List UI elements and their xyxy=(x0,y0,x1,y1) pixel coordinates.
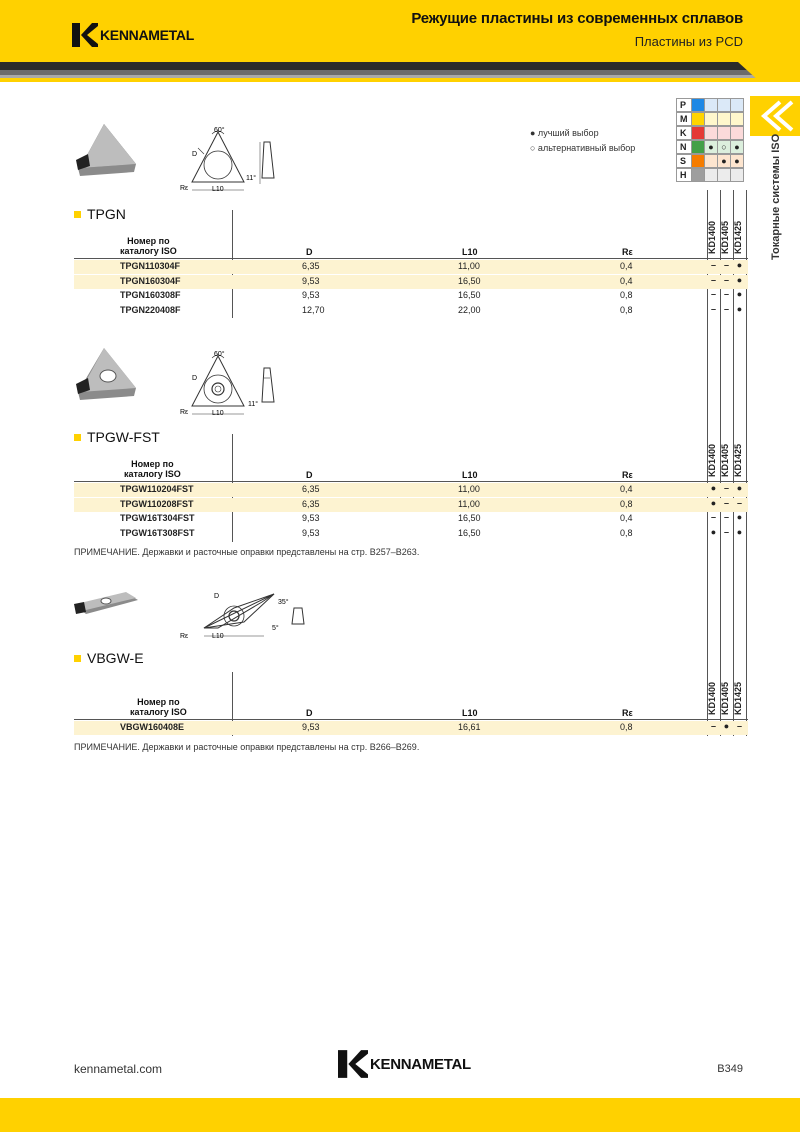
grade-mark-cell: ● xyxy=(723,721,730,731)
grade-label: KD1400 xyxy=(707,681,717,715)
table-row xyxy=(74,289,748,303)
grade-label: KD1400 xyxy=(707,220,717,254)
legend-best: ● лучший выбор xyxy=(530,128,599,138)
material-grade-mark: ● xyxy=(730,154,744,168)
drawing-label-d: D xyxy=(214,593,220,600)
l10-cell: 22,00 xyxy=(458,304,481,315)
catalog-number-cell: TPGN160304F xyxy=(120,275,181,286)
d-cell: 6,35 xyxy=(302,261,320,271)
material-row xyxy=(676,126,743,140)
material-row xyxy=(676,112,743,126)
material-grade-mark xyxy=(730,98,744,112)
grade-mark-cell: ● xyxy=(736,260,743,270)
grade-mark-cell: – xyxy=(723,289,729,299)
material-letter: K xyxy=(676,126,692,140)
kennametal-logo-icon xyxy=(72,23,98,47)
d-cell: 6,35 xyxy=(302,484,320,494)
vbgw-technical-drawing xyxy=(178,588,318,644)
material-grade-mark: ● xyxy=(730,140,744,154)
material-color-swatch xyxy=(691,112,705,126)
table-row xyxy=(74,527,748,541)
re-cell: 0,4 xyxy=(620,275,633,286)
material-color-swatch xyxy=(691,154,705,168)
grade-label: KD1400 xyxy=(707,443,717,477)
grade-mark-cell: ● xyxy=(736,512,743,522)
col-re: Rε xyxy=(622,247,633,257)
drawing-label-11: 11° xyxy=(248,401,259,408)
col-catalog: Номер по каталогу ISO xyxy=(130,697,187,717)
grade-mark-cell: – xyxy=(736,721,742,731)
brand-logo xyxy=(72,23,194,47)
table-row xyxy=(74,721,748,735)
material-grid xyxy=(676,98,743,182)
grade-label: KD1425 xyxy=(733,220,743,254)
side-tab-chevron-icon xyxy=(750,96,800,136)
l10-cell: 11,00 xyxy=(458,498,480,509)
catalog-number-cell: TPGW110204FST xyxy=(120,484,194,494)
page-title: Режущие пластины из современных сплавов xyxy=(411,10,743,27)
material-row xyxy=(676,154,743,168)
material-letter: N xyxy=(676,140,692,154)
d-cell: 9,53 xyxy=(302,722,320,732)
col-l10: L10 xyxy=(462,247,478,257)
re-cell: 0,4 xyxy=(620,261,633,271)
col-catalog: Номер по каталогу ISO xyxy=(120,236,177,256)
material-letter: M xyxy=(676,112,692,126)
material-grade-mark xyxy=(717,98,731,112)
page-number: B349 xyxy=(717,1063,743,1075)
l10-cell: 16,50 xyxy=(458,527,481,538)
grade-mark-cell: ● xyxy=(736,289,743,299)
section-title: TPGN xyxy=(74,206,126,222)
drawing-label-5: 5° xyxy=(272,625,279,632)
drawing-label-re: Rε xyxy=(180,185,189,192)
col-l10: L10 xyxy=(462,470,478,480)
table-header-rule xyxy=(74,719,748,720)
col-l10: L10 xyxy=(462,708,478,718)
material-grade-mark: ● xyxy=(704,140,718,154)
grade-mark-cell: ● xyxy=(736,274,743,285)
footer-brand-name: KENNAMETAL xyxy=(370,1055,471,1073)
legend-alternative: ○ альтернативный выбор xyxy=(530,143,636,153)
material-letter: S xyxy=(676,154,692,168)
material-grade-mark xyxy=(704,168,718,182)
grade-mark-cell: ● xyxy=(710,526,717,537)
d-cell: 6,35 xyxy=(302,498,320,509)
col-d: D xyxy=(306,470,313,480)
grade-mark-cell: ● xyxy=(736,526,743,537)
material-letter: P xyxy=(676,98,692,112)
legend xyxy=(530,126,635,156)
grade-mark-cell: – xyxy=(723,526,729,537)
re-cell: 0,4 xyxy=(620,513,633,523)
grade-mark-cell: – xyxy=(710,721,716,731)
grade-label: KD1425 xyxy=(733,681,743,715)
re-cell: 0,8 xyxy=(620,527,633,538)
grade-label: KD1405 xyxy=(720,681,730,715)
grade-mark-cell: – xyxy=(736,497,742,508)
table-header-rule xyxy=(74,481,748,482)
d-cell: 9,53 xyxy=(302,527,320,538)
material-grade-mark: ● xyxy=(717,154,731,168)
catalog-number-cell: TPGW16T308FST xyxy=(120,527,195,538)
material-grade-mark xyxy=(717,112,731,126)
tpgn-technical-drawing xyxy=(178,124,288,196)
drawing-label-60: 60° xyxy=(214,127,225,134)
side-section-label: Токарные системы ISO xyxy=(770,133,782,260)
grade-mark-cell: – xyxy=(723,483,729,493)
grade-label: KD1405 xyxy=(720,220,730,254)
material-grade-mark: ○ xyxy=(717,140,731,154)
grade-mark-cell: – xyxy=(723,512,729,522)
catalog-number-cell: VBGW160408E xyxy=(120,722,185,732)
l10-cell: 16,61 xyxy=(458,722,481,732)
grade-mark-cell: – xyxy=(710,512,716,522)
drawing-label-re: Rε xyxy=(180,409,189,416)
grade-mark-cell: ● xyxy=(710,497,717,508)
material-row xyxy=(676,140,743,154)
grade-mark-cell: ● xyxy=(736,483,743,493)
col-re: Rε xyxy=(622,470,633,480)
material-row xyxy=(676,168,743,182)
material-grade-mark xyxy=(704,112,718,126)
header-stripes xyxy=(0,62,800,82)
grade-mark-cell: – xyxy=(710,260,716,270)
l10-cell: 11,00 xyxy=(458,484,480,494)
catalog-number-cell: TPGN220408F xyxy=(120,304,181,315)
l10-cell: 16,50 xyxy=(458,290,481,300)
material-grade-mark xyxy=(730,168,744,182)
material-grade-mark xyxy=(704,98,718,112)
vbgw-insert-image xyxy=(72,592,142,622)
grade-mark-cell: – xyxy=(723,497,729,508)
tpgn-insert-image xyxy=(72,120,142,180)
grade-mark-cell: – xyxy=(723,274,729,285)
material-color-swatch xyxy=(691,140,705,154)
material-color-swatch xyxy=(691,98,705,112)
section-note: ПРИМЕЧАНИЕ. Державки и расточные оправки представлены на стр. B257–B263. xyxy=(74,547,420,557)
material-grade-mark xyxy=(704,126,718,140)
footer-brand-logo xyxy=(338,1050,471,1078)
col-re: Rε xyxy=(622,708,633,718)
drawing-label-l10: L10 xyxy=(212,410,224,417)
section-note: ПРИМЕЧАНИЕ. Державки и расточные оправки представлены на стр. B266–B269. xyxy=(74,742,420,752)
l10-cell: 16,50 xyxy=(458,513,481,523)
re-cell: 0,8 xyxy=(620,498,633,509)
material-grade-mark xyxy=(717,126,731,140)
l10-cell: 16,50 xyxy=(458,275,481,286)
catalog-number-cell: TPGN160308F xyxy=(120,290,181,300)
drawing-label-d: D xyxy=(192,375,198,382)
drawing-label-l10: L10 xyxy=(212,186,224,193)
page-subtitle: Пластины из PCD xyxy=(634,34,743,49)
drawing-label-l10: L10 xyxy=(212,633,224,640)
drawing-label-60: 60° xyxy=(214,351,225,358)
l10-cell: 11,00 xyxy=(458,261,480,271)
material-color-swatch xyxy=(691,168,705,182)
d-cell: 9,53 xyxy=(302,290,320,300)
grade-mark-cell: – xyxy=(723,260,729,270)
drawing-label-re: Rε xyxy=(180,633,189,640)
material-grade-mark xyxy=(730,112,744,126)
d-cell: 9,53 xyxy=(302,513,320,523)
drawing-label-35: 35° xyxy=(278,599,289,606)
material-grade-mark xyxy=(704,154,718,168)
grade-mark-cell: ● xyxy=(710,483,717,493)
footer-link[interactable]: kennametal.com xyxy=(74,1062,163,1076)
col-d: D xyxy=(306,708,313,718)
catalog-number-cell: TPGW16T304FST xyxy=(120,513,195,523)
re-cell: 0,8 xyxy=(620,722,633,732)
drawing-label-d: D xyxy=(192,151,198,158)
material-letter: H xyxy=(676,168,692,182)
brand-name: KENNAMETAL xyxy=(100,27,194,43)
grade-label: KD1405 xyxy=(720,443,730,477)
re-cell: 0,8 xyxy=(620,304,633,315)
table-header-rule xyxy=(74,258,748,259)
re-cell: 0,8 xyxy=(620,290,633,300)
re-cell: 0,4 xyxy=(620,484,633,494)
table-row xyxy=(74,512,748,526)
drawing-label-11: 11° xyxy=(246,175,257,182)
catalog-number-cell: TPGW110208FST xyxy=(120,498,194,509)
tpgw-technical-drawing xyxy=(178,348,288,420)
tpgw-insert-image xyxy=(72,346,142,402)
grade-mark-cell: – xyxy=(723,303,729,314)
table-row xyxy=(74,275,748,289)
grade-mark-cell: – xyxy=(710,289,716,299)
table-row xyxy=(74,483,748,497)
catalog-number-cell: TPGN110304F xyxy=(120,261,181,271)
grade-mark-cell: – xyxy=(710,303,716,314)
material-grade-mark xyxy=(730,126,744,140)
d-cell: 9,53 xyxy=(302,275,320,286)
grade-label: KD1425 xyxy=(733,443,743,477)
table-row xyxy=(74,498,748,512)
footer-band xyxy=(0,1098,800,1132)
table-row xyxy=(74,304,748,318)
section-title: VBGW-E xyxy=(74,650,144,666)
material-color-swatch xyxy=(691,126,705,140)
d-cell: 12,70 xyxy=(302,304,325,315)
material-grade-mark xyxy=(717,168,731,182)
col-catalog: Номер по каталогу ISO xyxy=(124,459,181,479)
col-d: D xyxy=(306,247,313,257)
grade-mark-cell: ● xyxy=(736,303,743,314)
material-row xyxy=(676,98,743,112)
table-row xyxy=(74,260,748,274)
grade-mark-cell: – xyxy=(710,274,716,285)
section-title: TPGW-FST xyxy=(74,429,160,445)
kennametal-logo-icon xyxy=(338,1050,368,1078)
